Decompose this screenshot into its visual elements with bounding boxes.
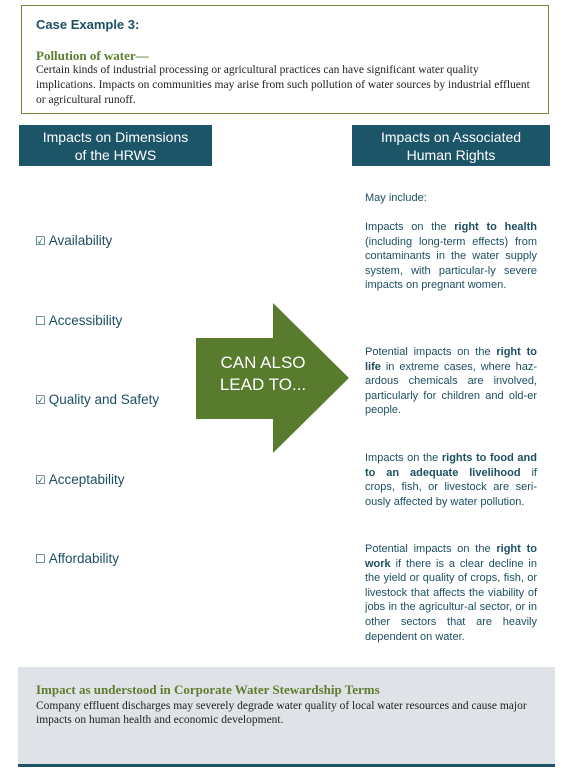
dimension-quality-safety	[35, 392, 159, 407]
right-item-text: in extreme cases, where haz-ardous chemicals are involved, particularly for children and old-er people.	[365, 360, 537, 417]
right-item-text: Potential impacts on the	[365, 543, 497, 555]
header-rights-line1: Impacts on Associated	[380, 128, 522, 145]
header-dimensions-line1: Impacts on Dimensions	[42, 128, 189, 145]
right-item-bold: right to health	[454, 221, 537, 233]
right-item-text: (including long-term effects) from contaminants in the water supply system, with particular-ly severe impacts on pregnant women.	[365, 235, 537, 292]
unchecked-box-icon: ☐	[35, 314, 46, 328]
right-item-food-livelihood	[365, 451, 537, 509]
bottom-divider	[18, 764, 555, 767]
header-dimensions	[19, 125, 212, 166]
header-human-rights	[352, 125, 550, 166]
right-item-text: Impacts on the	[365, 221, 455, 233]
header-rights-line2: Human Rights	[406, 146, 496, 163]
right-item-bold: right to work	[365, 543, 537, 570]
dimension-label: Accessibility	[48, 313, 123, 328]
case-example-box	[21, 5, 549, 114]
right-item-text: Impacts on the	[365, 452, 442, 464]
dimension-label: Quality and Safety	[48, 392, 160, 407]
cws-impact-title: Impact as understood in Corporate Water Stewardship Terms	[36, 682, 380, 697]
right-item-work	[365, 542, 537, 644]
case-body: Certain kinds of industrial processing or agricultural practices can have significant water quality implications. Impacts on communities may arise from such pollution of water sources by industrial effluent or agricultural runoff.	[36, 64, 530, 106]
case-subtitle: Pollution of water—	[36, 48, 149, 63]
checked-box-icon: ☑	[35, 234, 46, 248]
dimension-acceptability	[35, 472, 125, 487]
arrow-label-line1: CAN ALSO	[220, 353, 306, 372]
right-item-text: if there is a clear decline in the yield or quality of crops, fish, or livestock that affects the viability of jobs in the agricultur-al sector, or in other sectors that are heavily dependent on water.	[365, 557, 537, 643]
dimension-availability	[35, 233, 112, 248]
header-dimensions-line2: of the HRWS	[74, 146, 157, 163]
right-item-text: if crops, fish, or livestock are seri-ously affected by water pollution.	[365, 466, 537, 508]
right-item-text: Potential impacts on the	[365, 346, 497, 358]
checked-box-icon: ☑	[35, 393, 46, 407]
arrow-label-line2: LEAD TO...	[219, 375, 307, 394]
dimension-label: Availability	[48, 233, 113, 248]
dimension-label: Acceptability	[48, 472, 125, 487]
unchecked-box-icon: ☐	[35, 552, 46, 566]
right-item-health	[365, 220, 537, 293]
may-include-label: May include:	[365, 192, 427, 204]
checked-box-icon: ☑	[35, 473, 46, 487]
cws-impact-box	[18, 667, 555, 764]
right-item-bold: right to life	[365, 346, 537, 373]
right-item-bold: rights to food and to an adequate livelihood	[365, 452, 537, 479]
cws-impact-body: Company effluent discharges may severely degrade water quality of local water resources and cause major impacts on human health and economic development.	[36, 700, 527, 726]
case-title: Case Example 3:	[36, 17, 140, 32]
right-item-life	[365, 345, 537, 418]
dimension-label: Affordability	[48, 551, 120, 566]
dimension-affordability	[35, 551, 119, 566]
arrow-label	[199, 352, 327, 396]
dimension-accessibility	[35, 313, 122, 328]
